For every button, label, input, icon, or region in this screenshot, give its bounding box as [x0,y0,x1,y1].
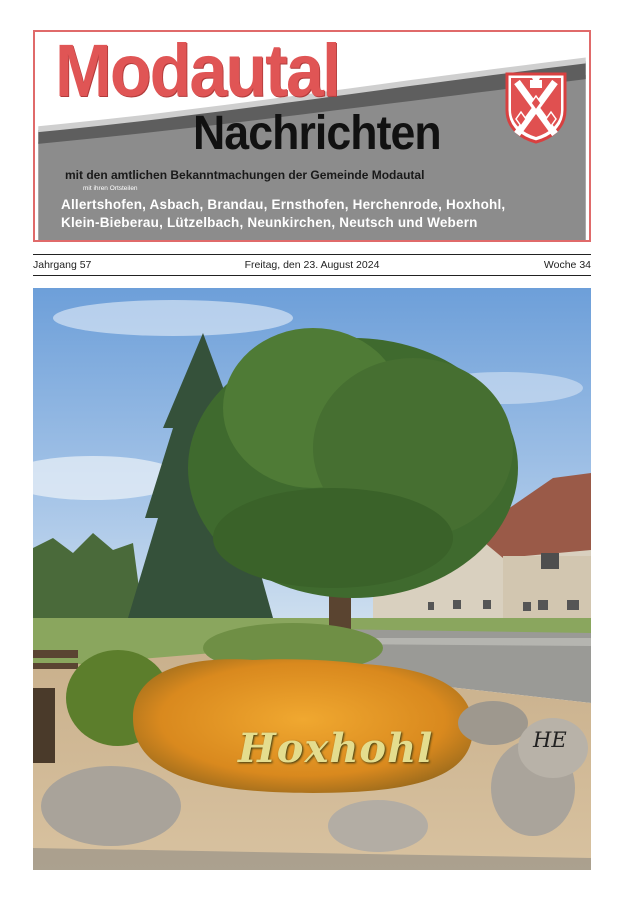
issue-week: Woche 34 [543,259,591,271]
cover-photo [33,288,591,870]
issue-volume: Jahrgang 57 [33,259,92,271]
masthead-subtitle: mit den amtlichen Bekanntmachungen der Gemeinde Modautal [65,168,425,182]
masthead-title-bottom: Nachrichten [193,107,441,160]
masthead [33,30,591,242]
districts-line-2: Klein-Bieberau, Lützelbach, Neunkirchen, Neutsch und Webern [61,215,478,230]
cover-photo-illustration [33,288,591,870]
districts-label: mit ihren Ortsteilen [83,185,138,192]
municipal-coat-of-arms-icon [505,72,567,144]
masthead-title-top: Modautal [55,30,340,112]
photo-monogram: HE [533,728,567,752]
issue-info-bar [33,254,591,276]
districts-line-1: Allertshofen, Asbach, Brandau, Ernsthofen, Herchenrode, Hoxhohl, [61,197,506,212]
issue-date: Freitag, den 23. August 2024 [244,259,380,271]
place-name-label: Hoxhohl [238,725,434,772]
districts-list [61,196,571,232]
